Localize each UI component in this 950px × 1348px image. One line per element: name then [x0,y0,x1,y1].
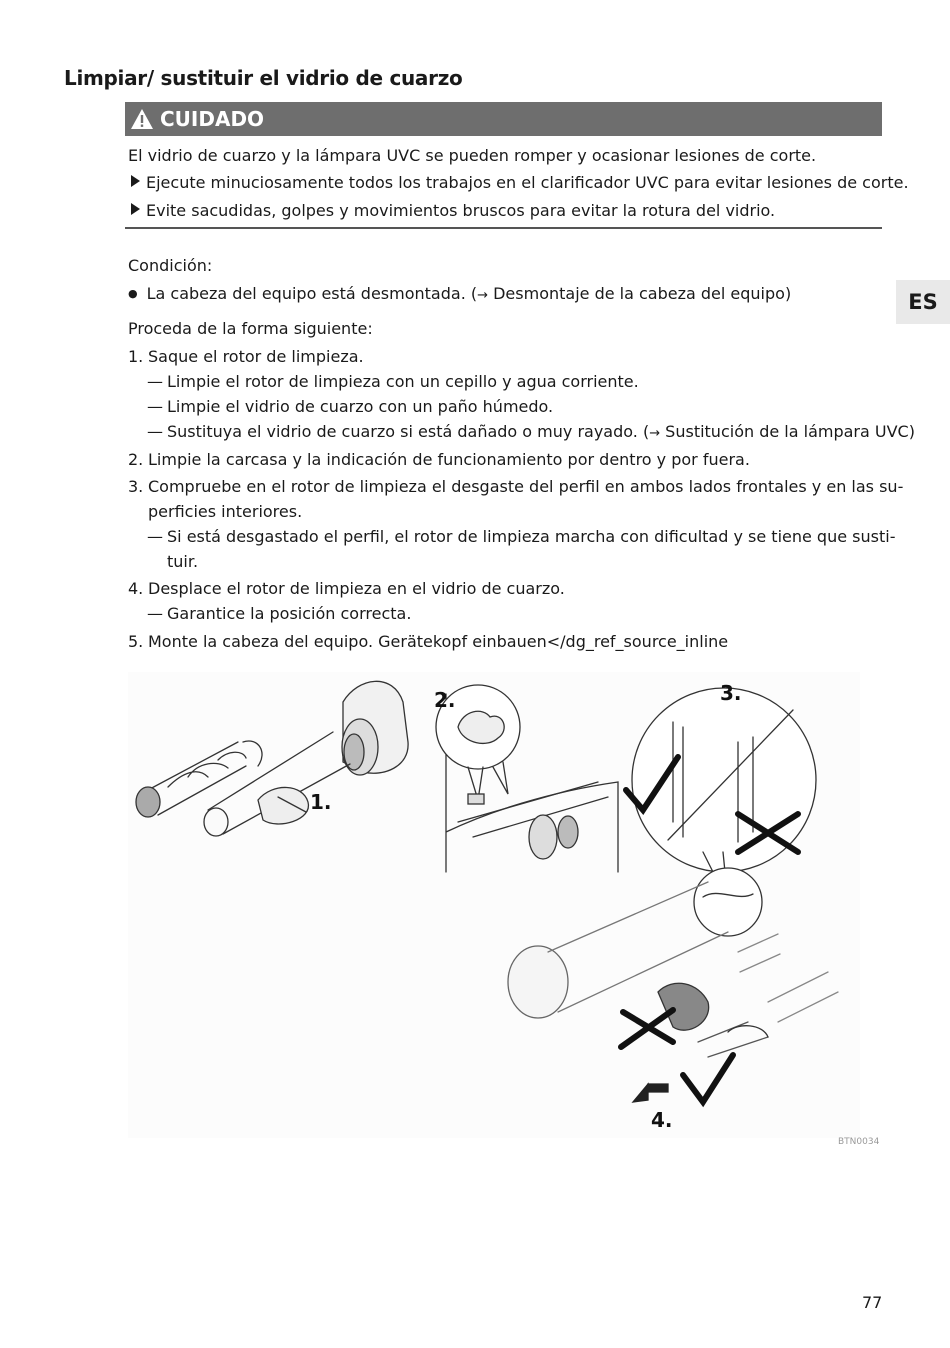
page-title: Limpiar/ sustituir el vidrio de cuarzo [64,66,463,90]
step-5: 5. Monte la cabeza del equipo. Gerätekopf einbauen</dg_ref_source_inline [128,632,729,651]
arrow-bullet-icon [131,175,140,187]
procedure-intro: Proceda de la forma siguiente: [128,319,373,338]
substep: — Limpie el rotor de limpieza con un cepillo y agua corriente. [147,372,639,391]
lamp-replacement-link[interactable]: Sustitución de la lámpara UVC) [660,422,915,441]
figure-label-3: 3. [720,681,742,705]
step-4: 4. Desplace el rotor de limpieza en el vidrio de cuarzo. [128,579,565,598]
substep: — Garantice la posición correcta. [147,604,412,623]
caution-banner [125,102,882,136]
caution-intro: El vidrio de cuarzo y la lámpara UVC se pueden romper y ocasionar lesiones de corte. [128,146,817,165]
maintenance-illustration [128,672,860,1138]
substep: — Limpie el vidrio de cuarzo con un paño húmedo. [147,397,554,416]
language-tab: ES [896,280,950,324]
figure-code: BTN0034 [838,1137,880,1147]
arrow-icon: → [477,288,489,303]
figure-label-2: 2. [434,688,456,712]
step-1: 1. Saque el rotor de limpieza. [128,347,364,366]
substep-cont: tuir. [167,552,199,571]
step-3-cont: perficies interiores. [148,502,303,521]
substep: — Sustituya el vidrio de cuarzo si está dañado o muy rayado. (→ Sustitución de la lámpara UVC) [147,422,915,441]
substep: — Si está desgastado el perfil, el rotor de limpieza marcha con dificultad y se tiene que susti- [147,527,896,546]
caution-label: CUIDADO [160,107,265,131]
arrow-icon: → [649,426,661,441]
step-3: 3. Compruebe en el rotor de limpieza el desgaste del perfil en ambos lados frontales y en las su- [128,477,904,496]
warning-triangle-icon [129,107,155,131]
caution-divider [125,227,882,229]
step-2: 2. Limpie la carcasa y la indicación de funcionamiento por dentro y por fuera. [128,450,750,469]
condition-item: ● La cabeza del equipo está desmontada. (→ Desmontaje de la cabeza del equipo) [128,284,792,303]
caution-bullet: Ejecute minuciosamente todos los trabajos en el clarificador UVC para evitar lesiones de corte. [131,173,909,193]
arrow-bullet-icon [131,203,140,215]
figure-label-4: 4. [651,1108,673,1132]
caution-bullet: Evite sacudidas, golpes y movimientos bruscos para evitar la rotura del vidrio. [131,201,775,221]
page-number: 77 [862,1293,883,1312]
condition-label: Condición: [128,256,213,275]
figure-label-1: 1. [310,790,332,814]
bullet-dot: ● [128,287,138,300]
condition-link[interactable]: Desmontaje de la cabeza del equipo) [488,284,792,303]
